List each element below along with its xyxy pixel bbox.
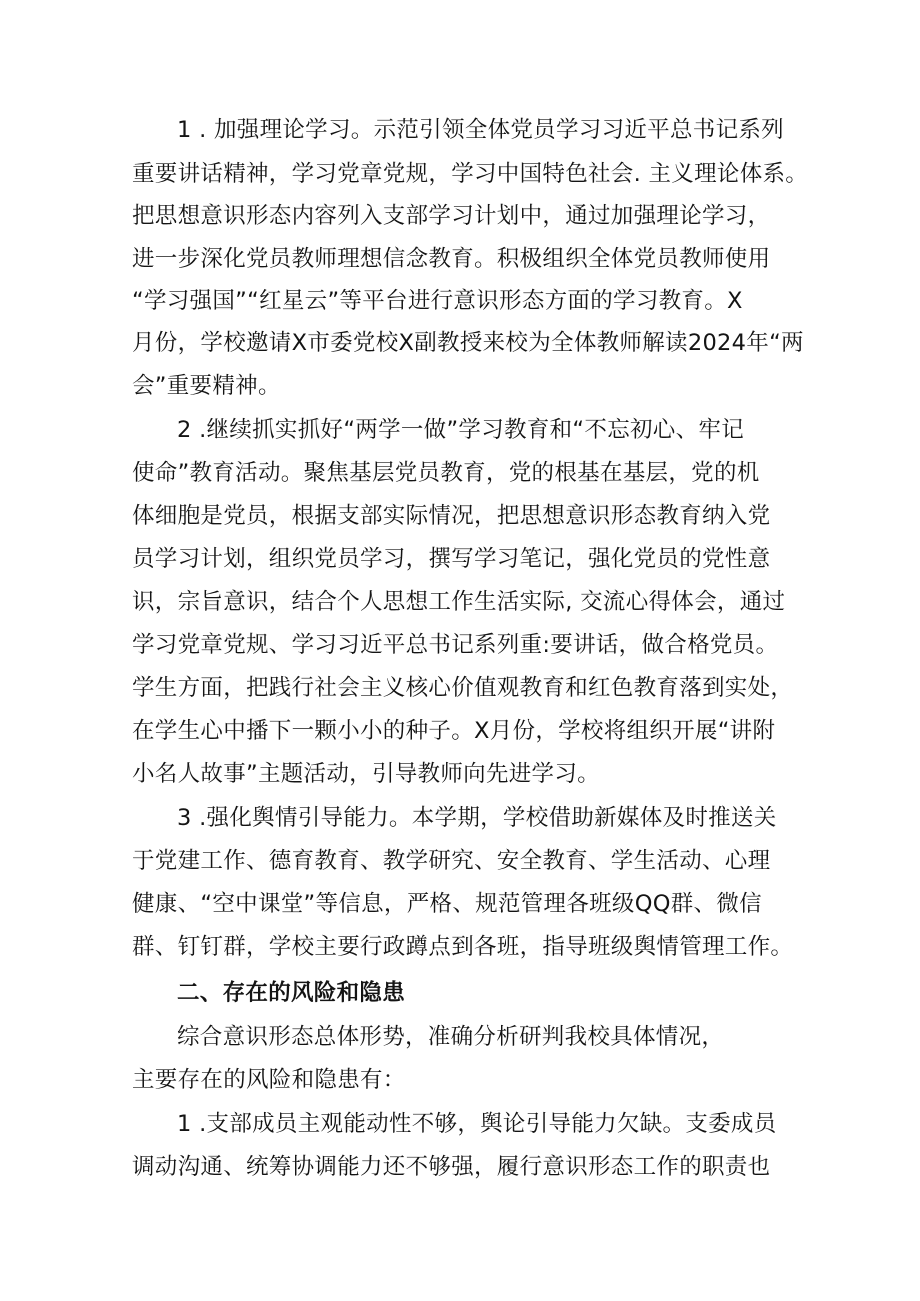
paragraph-5-line: 调动沟通、统筹协调能力还不够强，履行意识形态工作的职责也 bbox=[132, 1154, 771, 1180]
paragraph-3-line: 于党建工作、德育教育、教学研究、安全教育、学生活动、心理 bbox=[132, 848, 771, 874]
paragraph-1-line: 把思想意识形态内容列入支部学习计划中，通过加强理论学习， bbox=[132, 203, 771, 229]
paragraph-2-line: 识，宗旨意识，结合个人思想工作生活实际, 交流心得体会，通过 bbox=[132, 589, 786, 615]
paragraph-1-line: 进一步深化党员教师理想信念教育。积极组织全体党员教师使用 bbox=[132, 246, 771, 272]
paragraph-2-line: 体细胞是党员，根据支部实际情况，把思想意识形态教育纳入党 bbox=[132, 503, 771, 529]
paragraph-2-line: 学生方面，把践行社会主义核心价值观教育和红色教育落到实处， bbox=[132, 675, 794, 701]
paragraph-2-line: 在学生心中播下一颗小小的种子。X月份，学校将组织开展“讲附 bbox=[132, 718, 776, 744]
paragraph-3-line: 健康、“空中课堂”等信息，严格、规范管理各班级QQ群、微信 bbox=[132, 891, 762, 917]
paragraph-1-line: 重要讲话精神，学习党章党规，学习中国特色社会. 主义理论体系。 bbox=[132, 161, 809, 187]
paragraph-1-line: 月份，学校邀请X市委党校X副教授来校为全体教师解读2024年“两 bbox=[132, 330, 804, 356]
paragraph-2-line: 使命”教育活动。聚焦基层党员教育，党的根基在基层，党的机 bbox=[132, 460, 760, 486]
paragraph-3-line: 3 .强化舆情引导能力。本学期，学校借助新媒体及时推送关 bbox=[177, 805, 777, 831]
paragraph-3-line: 群、钉钉群，学校主要行政蹲点到各班，指导班级舆情管理工作。 bbox=[132, 934, 794, 960]
paragraph-1-line: “学习强国”“红星云”等平台进行意识形态方面的学习教育。X bbox=[132, 288, 743, 314]
paragraph-4-line: 主要存在的风险和隐患有： bbox=[132, 1067, 406, 1093]
paragraph-4-line: 综合意识形态总体形势，准确分析研判我校具体情况， bbox=[177, 1024, 725, 1050]
paragraph-2-line: 2 .继续抓实抓好“两学一做”学习教育和“不忘初心、牢记 bbox=[177, 417, 744, 443]
paragraph-2-line: 学习党章党规、学习习近平总书记系列重:要讲话，做合格党员。 bbox=[132, 632, 779, 658]
paragraph-2-line: 小名人故事”主题活动，引导教师向先进学习。 bbox=[132, 761, 600, 787]
paragraph-2-line: 员学习计划，组织党员学习，撰写学习笔记，强化党员的党性意 bbox=[132, 546, 771, 572]
section-heading: 二、存在的风险和隐患 bbox=[177, 980, 406, 1006]
paragraph-1-line: 1 . 加强理论学习。示范引领全体党员学习习近平总书记系列 bbox=[177, 117, 784, 143]
paragraph-1-line: 会”重要精神。 bbox=[132, 373, 281, 399]
paragraph-5-line: 1 .支部成员主观能动性不够，舆论引导能力欠缺。支委成员 bbox=[177, 1111, 777, 1137]
